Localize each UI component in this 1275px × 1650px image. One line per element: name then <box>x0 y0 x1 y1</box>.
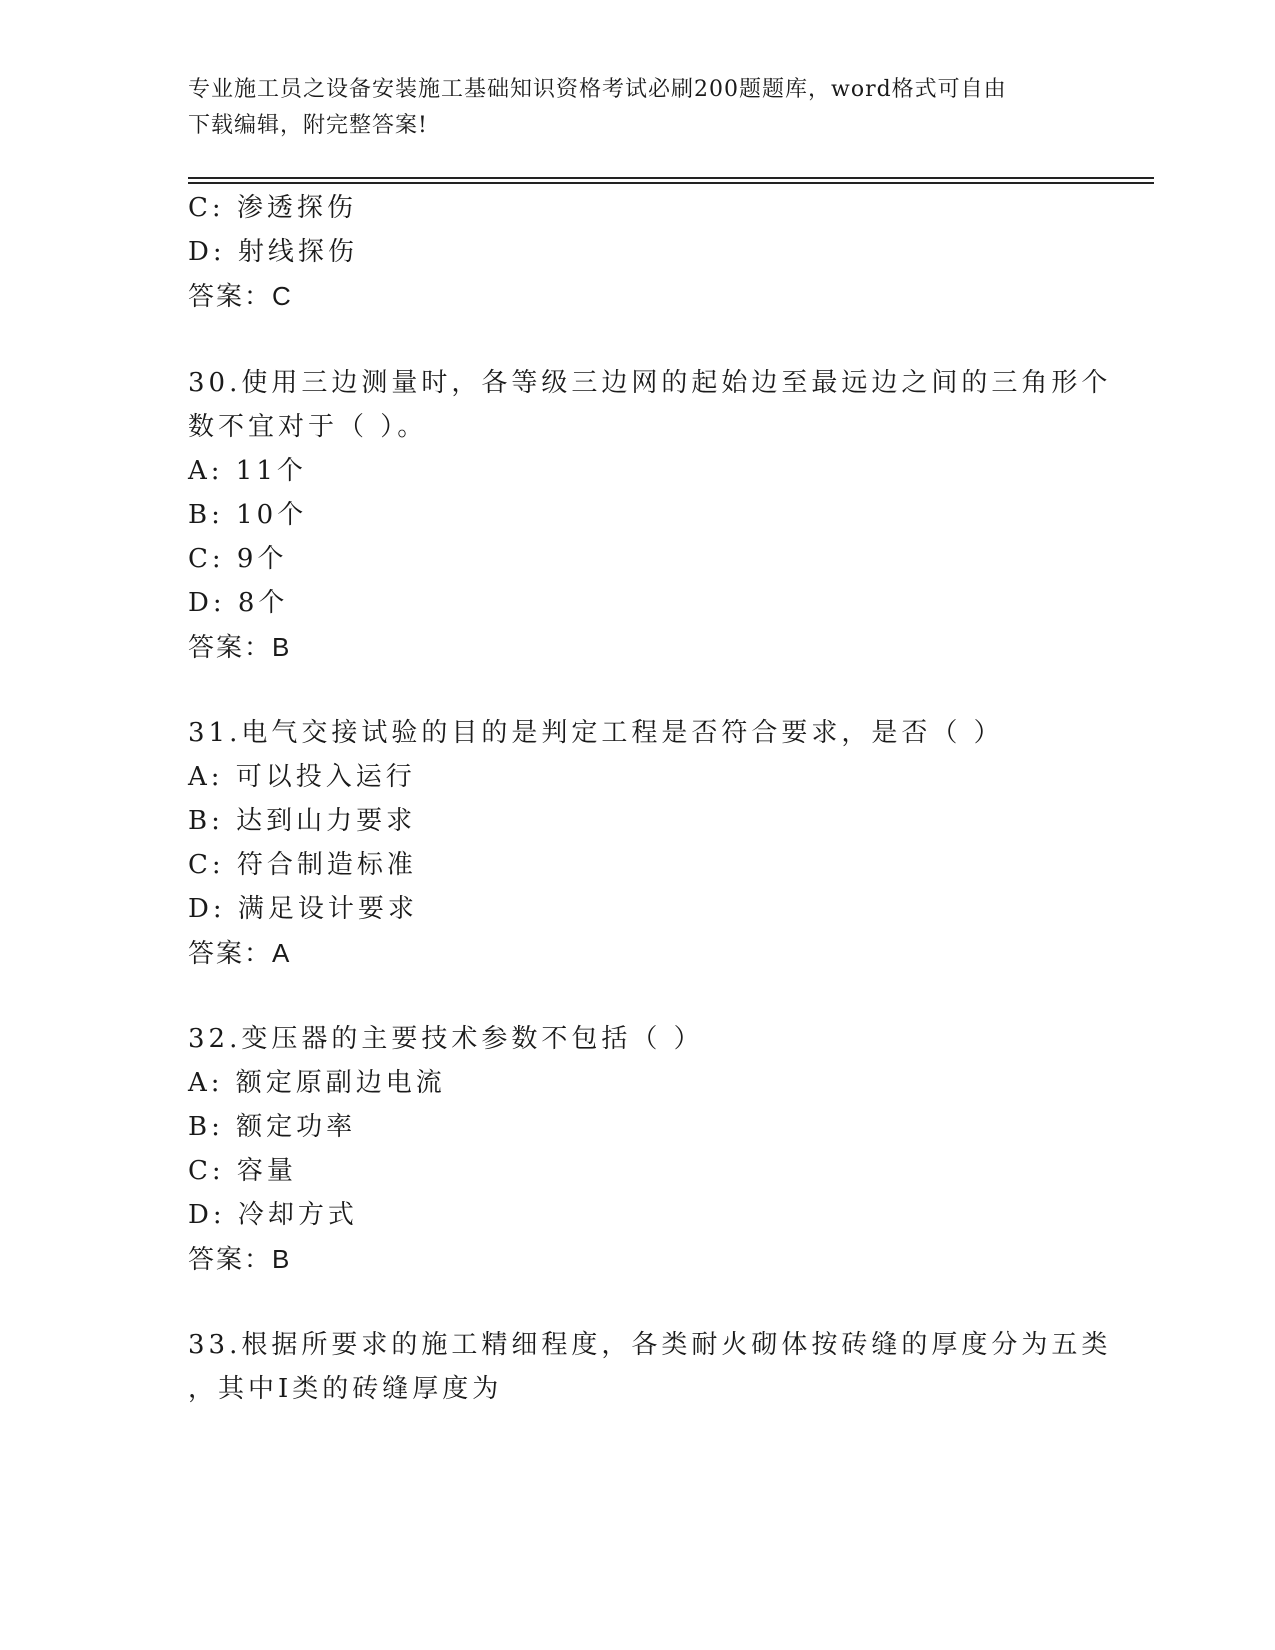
question-32-option-c: C: 容量 <box>188 1156 297 1186</box>
question-30-option-d: D: 8个 <box>188 588 289 618</box>
question-32-option-a: A: 额定原副边电流 <box>188 1068 446 1098</box>
question-31-option-c: C: 符合制造标准 <box>188 850 417 880</box>
header-title-line-2: 下载编辑，附完整答案! <box>188 113 428 138</box>
answer-prev: 答案：C <box>188 281 293 311</box>
question-31-line-1: 31.电气交接试验的目的是判定工程是否符合要求，是否（ ） <box>188 718 1004 748</box>
question-32-option-b: B: 额定功率 <box>188 1112 357 1142</box>
header-title-line-1: 专业施工员之设备安装施工基础知识资格考试必刷200题题库，word格式可自由 <box>188 77 1007 102</box>
question-30-option-b: B: 10个 <box>188 500 308 530</box>
question-30-line-2: 数不宜对于（ ）。 <box>188 412 428 442</box>
header-divider-bottom <box>188 182 1154 184</box>
question-30-line-1: 30.使用三边测量时，各等级三边网的起始边至最远边之间的三角形个 <box>188 368 1112 398</box>
question-31-option-b: B: 达到山力要求 <box>188 806 417 836</box>
question-32-line-1: 32.变压器的主要技术参数不包括（ ） <box>188 1024 704 1054</box>
question-30-answer: 答案：B <box>188 632 292 662</box>
question-33-line-2: ，其中I类的砖缝厚度为 <box>188 1374 503 1404</box>
question-32-option-d: D: 冷却方式 <box>188 1200 358 1230</box>
question-31-answer: 答案：A <box>188 938 292 968</box>
option-c-prev: C: 渗透探伤 <box>188 193 357 223</box>
question-32-answer: 答案：B <box>188 1244 292 1274</box>
question-30-option-c: C: 9个 <box>188 544 288 574</box>
option-d-prev: D: 射线探伤 <box>188 237 358 267</box>
question-31-option-a: A: 可以投入运行 <box>188 762 416 792</box>
document-header <box>188 72 1068 144</box>
question-33-line-1: 33.根据所要求的施工精细程度，各类耐火砌体按砖缝的厚度分为五类 <box>188 1330 1112 1360</box>
header-divider-top <box>188 177 1154 179</box>
question-30-option-a: A: 11个 <box>188 456 307 486</box>
question-31-option-d: D: 满足设计要求 <box>188 894 418 924</box>
